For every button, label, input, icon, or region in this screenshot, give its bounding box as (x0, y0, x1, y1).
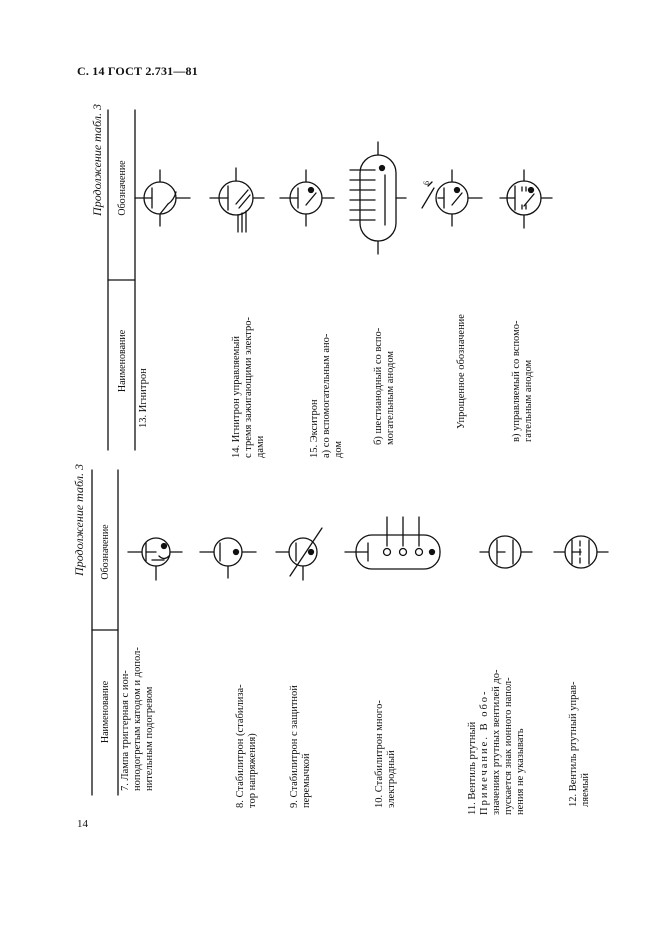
left-row-10-name: 10. Стабилитрон многo- электродный (374, 700, 397, 808)
right-col-name-header: Наименование (117, 329, 128, 393)
right-col-symbol-header: Обозначение (117, 160, 128, 216)
left-row-11-name: 11. Вентиль ртутный Примечание. В обо- значениях ртутных вентилей до- пускается знак ионного напол- нения не указывать (467, 669, 526, 815)
excitron-simplified-symbol (422, 170, 482, 226)
controlled-mercury-valve-symbol (554, 536, 608, 568)
right-row-simplified-name: Упрощенное обозначение (456, 314, 467, 429)
stabilitron-jumper-symbol (276, 528, 322, 580)
left-table-title: Продолжение табл. 3 (72, 464, 86, 576)
left-row-8-name: 8. Стабилитрон (стабилиза- тор напряжения) (235, 684, 258, 808)
page-number: 14 (77, 818, 88, 830)
page-header: С. 14 ГОСТ 2.731—81 (77, 64, 198, 78)
left-row-9-name: 9. Стабилитрон с защитной перемычкой (289, 685, 312, 808)
left-col-name-header: Наименование (100, 680, 111, 744)
right-row-15a-name: 15. Экситрон а) со вспомогательным ано- дом (309, 333, 344, 458)
left-row-12-name: 12. Вентиль ртутный управ- ляемый (568, 681, 591, 807)
ignitron-symbol (135, 170, 190, 226)
triggered-lamp-symbol (128, 538, 182, 580)
six-anode-count-label: 6 (422, 181, 431, 185)
left-col-symbol-header: Обозначение (100, 524, 111, 580)
mercury-valve-symbol (480, 536, 532, 568)
controlled-excitron-symbol (500, 170, 552, 228)
excitron-aux-anode-symbol (280, 170, 334, 226)
right-row-14-name: 14. Игнитрон управляемый с тремя зажигающими электро- дами (231, 317, 266, 458)
right-row-13-name: 13. Игнитрон (138, 368, 149, 428)
multi-electrode-stabilitron-symbol (345, 517, 440, 569)
stabilitron-symbol (200, 538, 256, 578)
right-row-15v-name: в) управляемый со вспомо- гательным анодом (511, 320, 534, 442)
right-row-15b-name: б) шестианодный со вспо- могательным анодом (373, 327, 396, 445)
left-row-7-name: 7. Лампа триггерная с ион- ноподогретым катодом и допол- нительным подогревом (120, 647, 155, 791)
right-table-title: Продолжение табл. 3 (90, 104, 104, 216)
six-anode-excitron-symbol (350, 142, 406, 254)
ignitron-three-igniters-symbol (210, 168, 264, 232)
